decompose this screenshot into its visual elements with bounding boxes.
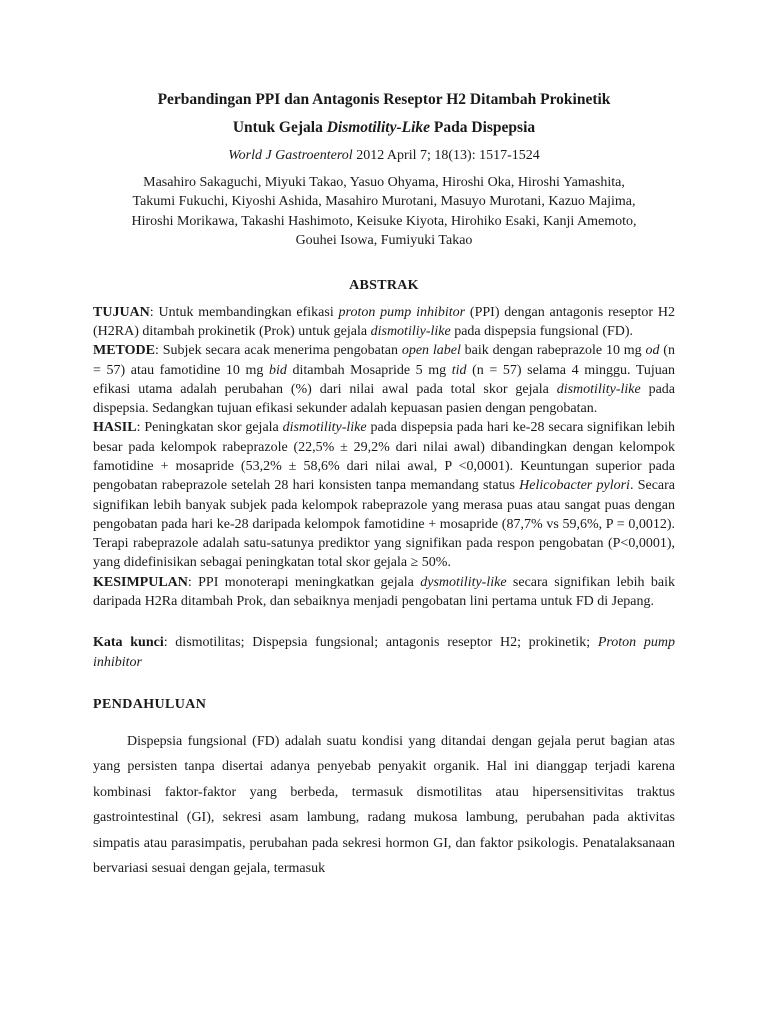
abstract-italic: dysmotility-like (420, 574, 507, 590)
abstract-italic: dismotiliy-like (370, 323, 451, 339)
abstract-text: (n = 57) atau famotidine 10 mg (93, 343, 675, 378)
abstract-italic: proton pump inhibitor (338, 304, 466, 320)
author-line: Gouhei Isowa, Fumiyuki Takao (295, 233, 473, 249)
keywords-text: : dismotilitas; Dispepsia fungsional; antagonis reseptor H2; prokinetik; (163, 635, 598, 651)
keywords-italic: Proton pump inhibitor (93, 635, 675, 670)
title-line-1 (93, 86, 675, 114)
author-line: Masahiro Sakaguchi, Miyuki Takao, Yasuo Ohyama, Hiroshi Oka, Hiroshi Yamashita, (143, 175, 625, 190)
abstract-text: secara signifikan lebih baik daripada H2Ra ditambah Prok, dan sebaiknya menjadi pengobatan lini pertama untuk FD di Jepang. (93, 574, 675, 610)
abstract-text: . Secara signifikan lebih banyak subjek pada kelompok rabeprazole yang merasa puas atau sangat puas dengan pengobatan pada hari ke-28 daripada kelompok famotidine + mosapride (87,7% vs 59,6%, P = 0,0012). Terapi rabeprazole adalah satu-satunya prediktor yang signifikan pada respon pengobatan (P<0,0001), yang didefinisikan sebagai peningkatan total skor gejala ≥ 50%. (93, 478, 676, 571)
abstract-body (93, 303, 675, 612)
document-page (93, 86, 675, 895)
tujuan-label: TUJUAN (93, 304, 150, 320)
pendahuluan-heading: PENDAHULUAN (93, 696, 207, 712)
abstract-text: (n = 57) selama 4 minggu. Tujuan efikasi utama adalah perubahan (%) dari nilai awal pada total skor gejala (93, 362, 675, 397)
abstract-heading: ABSTRAK (349, 277, 419, 293)
abstract-text: pada dispepsia. Sedangkan tujuan efikasi sekunder adalah kepuasan pasien dengan pengobatan. (93, 381, 676, 417)
abstract-text: : Subjek secara acak menerima pengobatan (154, 343, 402, 359)
abstract-text: pada dispepsia pada hari ke-28 secara signifikan lebih besar pada kelompok rabeprazole (22,5% ± 29,2% dari nilai awal) dibandingkan dengan kelompok famotidine + mosapride (53,2% ± 58,6% dari nilai awal, P <0,0001). Keuntungan superior pada pengobatan rabeprazole setelah 28 hari konsisten tanpa memandang status (93, 420, 675, 494)
abstract-tujuan (93, 303, 675, 342)
abstract-italic: dismotility-like (556, 381, 641, 397)
abstract-italic: tid (451, 362, 467, 378)
abstract-italic: od (645, 343, 660, 359)
abstract-italic: open label (401, 343, 461, 359)
abstract-hasil (93, 418, 675, 572)
keywords (93, 633, 675, 672)
title-line-2 (93, 114, 675, 142)
abstract-text: : Untuk membandingkan efikasi (149, 304, 339, 320)
title-text-1: Perbandingan PPI dan Antagonis Reseptor H2 Ditambah Prokinetik (157, 91, 611, 108)
abstract-text: : Peningkatan skor gejala (136, 420, 283, 436)
pendahuluan-paragraph: Dispepsia fungsional (FD) adalah suatu kondisi yang ditandai dengan gejala perut bagian atas yang persisten tanpa disertai adanya penyebab penyakit organik. Hal ini dianggap terjadi karena kombinasi faktor-faktor yang berbeda, termasuk dismotilitas atau hipersensitivitas traktus gastrointestinal (GI), sekresi asam lambung, radang mukosa lambung, perubahan pada aktivitas simpatis atau parasimpatis, perubahan pada sekresi hormon GI, dan faktor psikologis. Penatalaksanaan bervariasi sesuai dengan gejala, termasuk (93, 733, 675, 876)
journal-name: World J Gastroenterol (228, 148, 353, 163)
journal-citation (93, 146, 675, 165)
title-text-2-italic: Dismotility-Like (326, 119, 431, 136)
abstract-text: ditambah Mosapride 5 mg (286, 362, 452, 378)
abstract-metode (93, 341, 675, 418)
abstract-italic: dismotility-like (282, 420, 367, 436)
abstract-text: baik dengan rabeprazole 10 mg (460, 343, 646, 359)
abstract-text: (PPI) dengan antagonis reseptor H2 (H2RA) ditambah prokinetik (Prok) untuk gejala (93, 304, 675, 339)
author-list (93, 173, 675, 251)
keywords-label: Kata kunci (93, 635, 164, 651)
abstract-text: : PPI monoterapi meningkatkan gejala (187, 574, 421, 590)
journal-details: 2012 April 7; 18(13): 1517-1524 (352, 148, 540, 163)
kesimpulan-label: KESIMPULAN (93, 574, 188, 590)
author-line: Takumi Fukuchi, Kiyoshi Ashida, Masahiro Murotani, Masuyo Murotani, Kazuo Majima, (132, 194, 636, 210)
title-text-2b: Pada Dispepsia (430, 119, 536, 136)
title-text-2a: Untuk Gejala (232, 119, 327, 136)
abstract-kesimpulan (93, 573, 675, 612)
metode-label: METODE (93, 343, 155, 359)
author-line: Hiroshi Morikawa, Takashi Hashimoto, Keisuke Kiyota, Hirohiko Esaki, Kanji Amemoto, (131, 213, 637, 229)
abstract-text: pada dispepsia fungsional (FD). (450, 323, 634, 339)
abstract-italic: Helicobacter pylori (519, 478, 630, 494)
hasil-label: HASIL (93, 420, 137, 436)
abstract-italic: bid (269, 362, 287, 378)
